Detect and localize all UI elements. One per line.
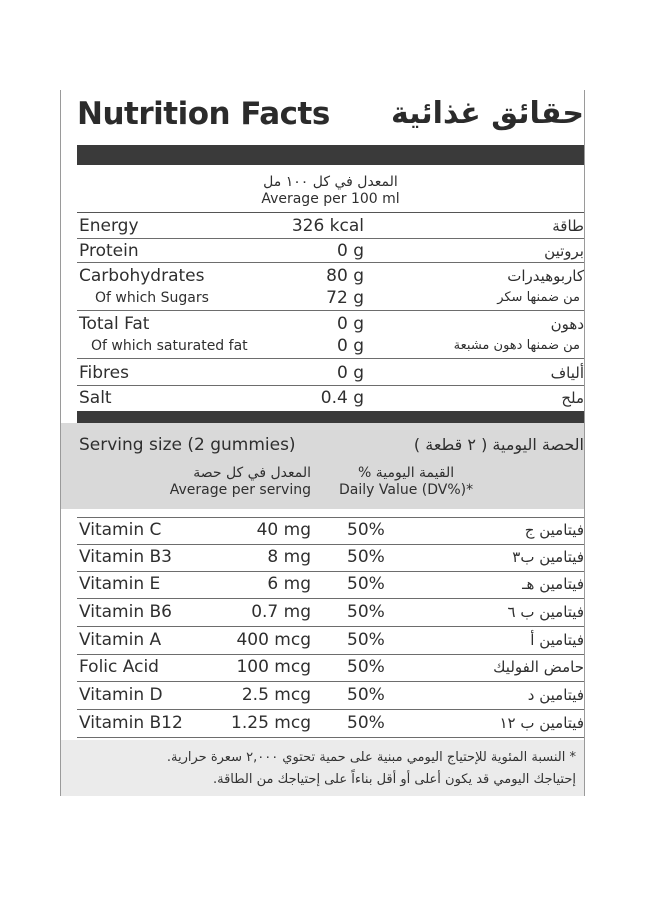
title-english: Nutrition Facts bbox=[77, 96, 330, 132]
vitamin-name: Vitamin B3 bbox=[79, 547, 173, 567]
nutrient-name: Protein bbox=[79, 241, 139, 261]
vitamin-dv: 50% bbox=[347, 547, 385, 567]
vitamin-row bbox=[77, 544, 584, 572]
nutrient-row-energy bbox=[77, 212, 584, 239]
vitamin-name-arabic: حامض الفوليك bbox=[493, 658, 584, 676]
per-100-english: Average per 100 ml bbox=[261, 191, 400, 207]
vitamin-row bbox=[77, 654, 584, 682]
per-100-arabic: المعدل في كل ١٠٠ مل bbox=[263, 174, 398, 190]
nutrient-value: 80 g bbox=[326, 266, 364, 286]
nutrient-subname-arabic: من ضمنها سكر bbox=[497, 290, 580, 305]
vitamin-name: Vitamin D bbox=[79, 685, 163, 705]
vitamin-name-arabic: فيتامين ب ١٢ bbox=[499, 714, 584, 732]
avg-per-serving-arabic: المعدل في كل حصة bbox=[193, 465, 311, 481]
serving-size-arabic: الحصة اليومية ( ٢ قطعة ) bbox=[413, 435, 584, 454]
footnote-line-2: إحتياجك اليومي قد يكون أعلى أو أقل بناءاً على إحتياجك من الطاقة. bbox=[212, 772, 576, 787]
avg-per-serving-english: Average per serving bbox=[169, 482, 311, 498]
nutrient-row-protein bbox=[77, 238, 584, 263]
daily-value-arabic: القيمة اليومية % bbox=[358, 465, 455, 481]
header-divider-bar bbox=[77, 145, 584, 165]
nutrient-name: Carbohydrates bbox=[79, 266, 205, 286]
vitamin-amount: 2.5 mcg bbox=[241, 685, 311, 705]
vitamin-amount: 400 mcg bbox=[236, 630, 311, 650]
nutrient-subvalue: 0 g bbox=[336, 336, 364, 356]
nutrient-name: Fibres bbox=[79, 363, 129, 383]
nutrition-label bbox=[60, 90, 585, 796]
vitamin-name-arabic: فيتامين أ bbox=[530, 631, 584, 649]
vitamin-dv: 50% bbox=[347, 520, 385, 540]
nutrient-name-arabic: ألياف bbox=[550, 364, 584, 382]
vitamin-amount: 0.7 mg bbox=[251, 602, 311, 622]
vitamin-row bbox=[77, 598, 584, 627]
vitamin-amount: 8 mg bbox=[267, 547, 311, 567]
vitamin-name: Folic Acid bbox=[79, 657, 159, 677]
vitamin-amount: 40 mg bbox=[256, 520, 311, 540]
vitamin-dv: 50% bbox=[347, 602, 385, 622]
vitamin-row bbox=[77, 571, 584, 599]
vitamin-row bbox=[77, 517, 584, 545]
daily-value-english: Daily Value (DV%)* bbox=[339, 482, 474, 498]
footnote-line-1: * النسبة المئوية للإحتياج اليومي مبنية على حمية تحتوي ٢,٠٠٠ سعرة حرارية. bbox=[166, 750, 576, 765]
nutrient-name-arabic: بروتين bbox=[544, 242, 584, 260]
vitamin-name-arabic: فيتامين هـ bbox=[522, 575, 584, 593]
nutrient-name-arabic: دهون bbox=[550, 315, 584, 333]
vitamin-dv: 50% bbox=[347, 630, 385, 650]
serving-size-english: Serving size (2 gummies) bbox=[79, 435, 296, 455]
nutrient-value: 0.4 g bbox=[320, 388, 364, 408]
vitamin-name: Vitamin E bbox=[79, 574, 161, 594]
nutrient-name-arabic: ملح bbox=[561, 389, 584, 407]
nutrient-subname: Of which saturated fat bbox=[91, 338, 248, 354]
vitamin-name-arabic: فيتامين ج bbox=[524, 521, 584, 539]
daily-value-heading bbox=[339, 465, 473, 499]
avg-per-serving-heading bbox=[170, 465, 311, 499]
footnote bbox=[61, 740, 584, 796]
nutrient-value: 0 g bbox=[336, 241, 364, 261]
nutrient-subvalue: 72 g bbox=[326, 288, 364, 308]
nutrient-row-salt bbox=[77, 385, 584, 411]
vitamin-name: Vitamin B6 bbox=[79, 602, 173, 622]
label-header bbox=[77, 96, 584, 140]
nutrient-subname-arabic: من ضمنها دهون مشبعة bbox=[453, 338, 580, 353]
vitamin-amount: 100 mcg bbox=[236, 657, 311, 677]
vitamin-dv: 50% bbox=[347, 574, 385, 594]
vitamin-dv: 50% bbox=[347, 685, 385, 705]
nutrient-name-arabic: كاربوهيدرات bbox=[507, 267, 584, 285]
vitamin-name-arabic: فيتامين ب ٦ bbox=[507, 603, 584, 621]
serving-header bbox=[61, 423, 584, 509]
nutrient-subname: Of which Sugars bbox=[95, 290, 209, 306]
nutrient-name: Salt bbox=[79, 388, 112, 408]
vitamin-row bbox=[77, 709, 584, 738]
nutrient-name: Energy bbox=[79, 216, 139, 236]
nutrient-value: 0 g bbox=[336, 363, 364, 383]
nutrient-value: 0 g bbox=[336, 314, 364, 334]
section-divider-bar bbox=[77, 411, 584, 423]
vitamin-name-arabic: فيتامين د bbox=[527, 686, 584, 704]
per-100-heading bbox=[77, 174, 584, 208]
nutrient-row-total-fat bbox=[77, 310, 584, 359]
title-arabic: حقائق غذائية bbox=[390, 96, 584, 131]
vitamin-dv: 50% bbox=[347, 657, 385, 677]
vitamin-row bbox=[77, 681, 584, 710]
vitamin-amount: 6 mg bbox=[267, 574, 311, 594]
vitamin-amount: 1.25 mcg bbox=[231, 713, 311, 733]
nutrient-name: Total Fat bbox=[79, 314, 150, 334]
vitamin-dv: 50% bbox=[347, 713, 385, 733]
vitamin-name: Vitamin C bbox=[79, 520, 162, 540]
vitamin-row bbox=[77, 626, 584, 655]
vitamin-name: Vitamin B12 bbox=[79, 713, 183, 733]
nutrient-value: 326 kcal bbox=[291, 216, 364, 236]
vitamin-name-arabic: فيتامين ب٣ bbox=[512, 548, 584, 566]
vitamin-name: Vitamin A bbox=[79, 630, 162, 650]
nutrient-name-arabic: طاقة bbox=[552, 217, 584, 235]
nutrient-row-carbohydrates bbox=[77, 262, 584, 311]
nutrient-row-fibres bbox=[77, 358, 584, 386]
